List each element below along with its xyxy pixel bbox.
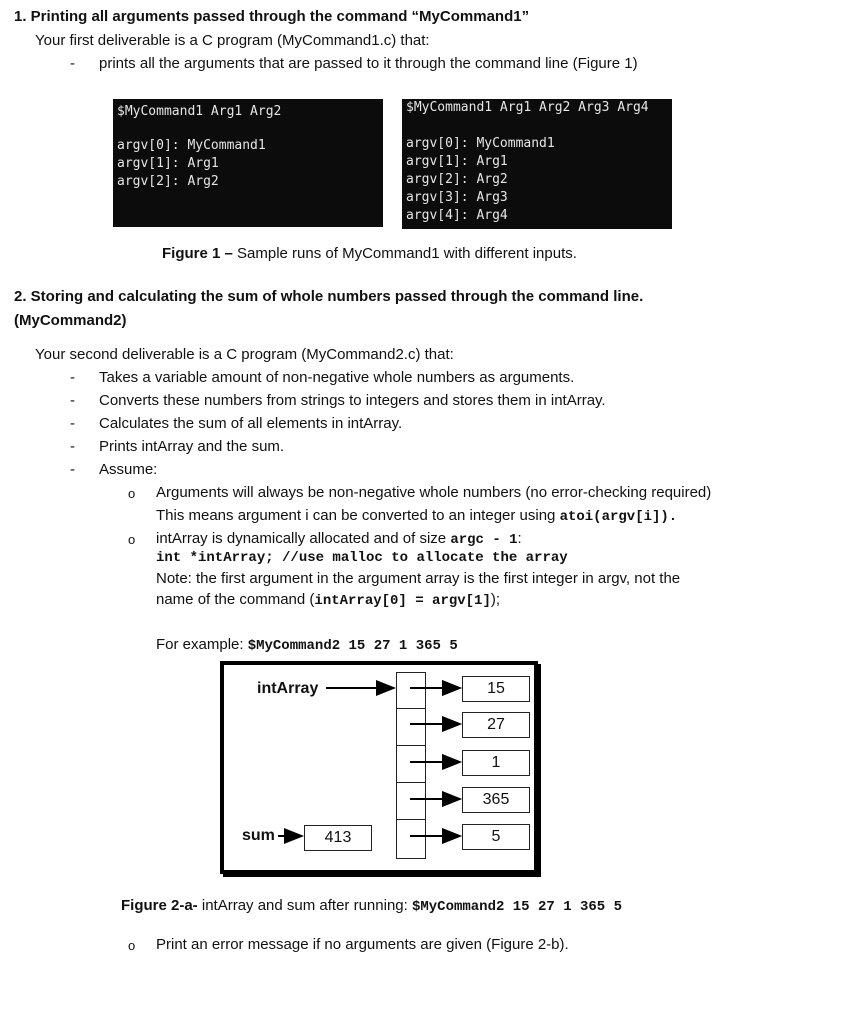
- section1-intro: Your first deliverable is a C program (MyCommand1.c) that:: [35, 32, 430, 49]
- bullet-dash: -: [70, 369, 75, 386]
- section2-bullet-2: Converts these numbers from strings to integers and stores them in intArray.: [99, 392, 606, 409]
- bullet-dash: -: [70, 415, 75, 432]
- figure2a-caption-code: $MyCommand2 15 27 1 365 5: [411, 899, 623, 915]
- section1-heading: 1. Printing all arguments passed through the command “MyCommand1”: [14, 8, 530, 25]
- note-line2: [156, 591, 500, 609]
- section2-intro: Your second deliverable is a C program (MyCommand2.c) that:: [35, 346, 454, 363]
- figure2a-caption: [121, 897, 622, 915]
- sub-bullet-2-line1: [156, 530, 522, 548]
- sum-value-box: 413: [304, 825, 372, 851]
- sub-bullet-1-text: This means argument i can be converted to an integer using: [156, 507, 560, 524]
- array-value-box: 365: [462, 787, 530, 813]
- figure2a-caption-text: intArray and sum after running:: [197, 897, 412, 914]
- figure1-caption-text: Sample runs of MyCommand1 with different inputs.: [232, 245, 577, 262]
- sub-bullet-2-text: intArray is dynamically allocated and of size: [156, 530, 451, 547]
- malloc-code-line: int *intArray; //use malloc to allocate the array: [156, 550, 568, 566]
- sum-label: sum: [242, 827, 275, 844]
- bullet-dash: -: [70, 392, 75, 409]
- circle-bullet-icon: o: [128, 532, 136, 547]
- intarray-label: intArray: [257, 680, 319, 697]
- section2-bullet-1: Takes a variable amount of non-negative whole numbers as arguments.: [99, 369, 575, 386]
- atoi-code: atoi(argv[i]).: [559, 509, 678, 525]
- circle-bullet-icon: o: [128, 486, 136, 501]
- figure1-caption: [162, 245, 577, 262]
- terminal-right-line: argv[0]: MyCommand1: [406, 136, 555, 151]
- terminal-left-command: $MyCommand1 Arg1 Arg2: [117, 104, 282, 119]
- array-value-box: 27: [462, 712, 530, 738]
- intarray-assign-code: intArray[0] = argv[1]: [314, 593, 491, 609]
- figure1-caption-label: Figure 1 –: [162, 245, 233, 262]
- terminal-right-line: argv[3]: Arg3: [406, 190, 508, 205]
- section2-heading-line2: (MyCommand2): [14, 312, 127, 329]
- terminal-left: [113, 99, 383, 227]
- example-command-code: $MyCommand2 15 27 1 365 5: [247, 638, 458, 654]
- sub-bullet-1-line1: Arguments will always be non-negative whole numbers (no error-checking required): [156, 484, 712, 501]
- terminal-left-line: argv[2]: Arg2: [117, 174, 219, 189]
- note-line1: Note: the first argument in the argument array is the first integer in argv, not the: [156, 570, 681, 587]
- terminal-right: [402, 99, 672, 229]
- array-value-box: 15: [462, 676, 530, 702]
- sub-bullet-2-end: :: [517, 530, 522, 547]
- terminal-right-line: argv[1]: Arg1: [406, 154, 508, 169]
- bullet-dash: -: [70, 55, 75, 72]
- note-line2-text: name of the command (: [156, 591, 315, 608]
- circle-bullet-icon: o: [128, 938, 136, 953]
- argc-code: argc - 1: [450, 532, 518, 548]
- bullet-dash: -: [70, 438, 75, 455]
- terminal-left-line: argv[1]: Arg1: [117, 156, 219, 171]
- terminal-right-command: $MyCommand1 Arg1 Arg2 Arg3 Arg4: [406, 100, 649, 115]
- last-sub-bullet: Print an error message if no arguments are given (Figure 2-b).: [156, 936, 569, 953]
- array-value-box: 5: [462, 824, 530, 850]
- terminal-left-line: argv[0]: MyCommand1: [117, 138, 266, 153]
- section2-heading-line1: 2. Storing and calculating the sum of whole numbers passed through the command line.: [14, 288, 644, 305]
- intarray-diagram: [220, 661, 538, 874]
- section1-bullet-1: prints all the arguments that are passed to it through the command line (Figure 1): [99, 55, 638, 72]
- sub-bullet-1-line2: [156, 507, 677, 525]
- terminal-right-line: argv[2]: Arg2: [406, 172, 508, 187]
- figure2a-caption-label: Figure 2-a-: [121, 897, 198, 914]
- section2-bullet-4: Prints intArray and the sum.: [99, 438, 285, 455]
- array-value-box: 1: [462, 750, 530, 776]
- section2-bullet-5: Assume:: [99, 461, 158, 478]
- terminal-right-line: argv[4]: Arg4: [406, 208, 508, 223]
- section2-bullet-3: Calculates the sum of all elements in intArray.: [99, 415, 403, 432]
- bullet-dash: -: [70, 461, 75, 478]
- example-text: For example:: [156, 636, 248, 653]
- note-line2-end: );: [490, 591, 501, 608]
- example-line: [156, 636, 458, 654]
